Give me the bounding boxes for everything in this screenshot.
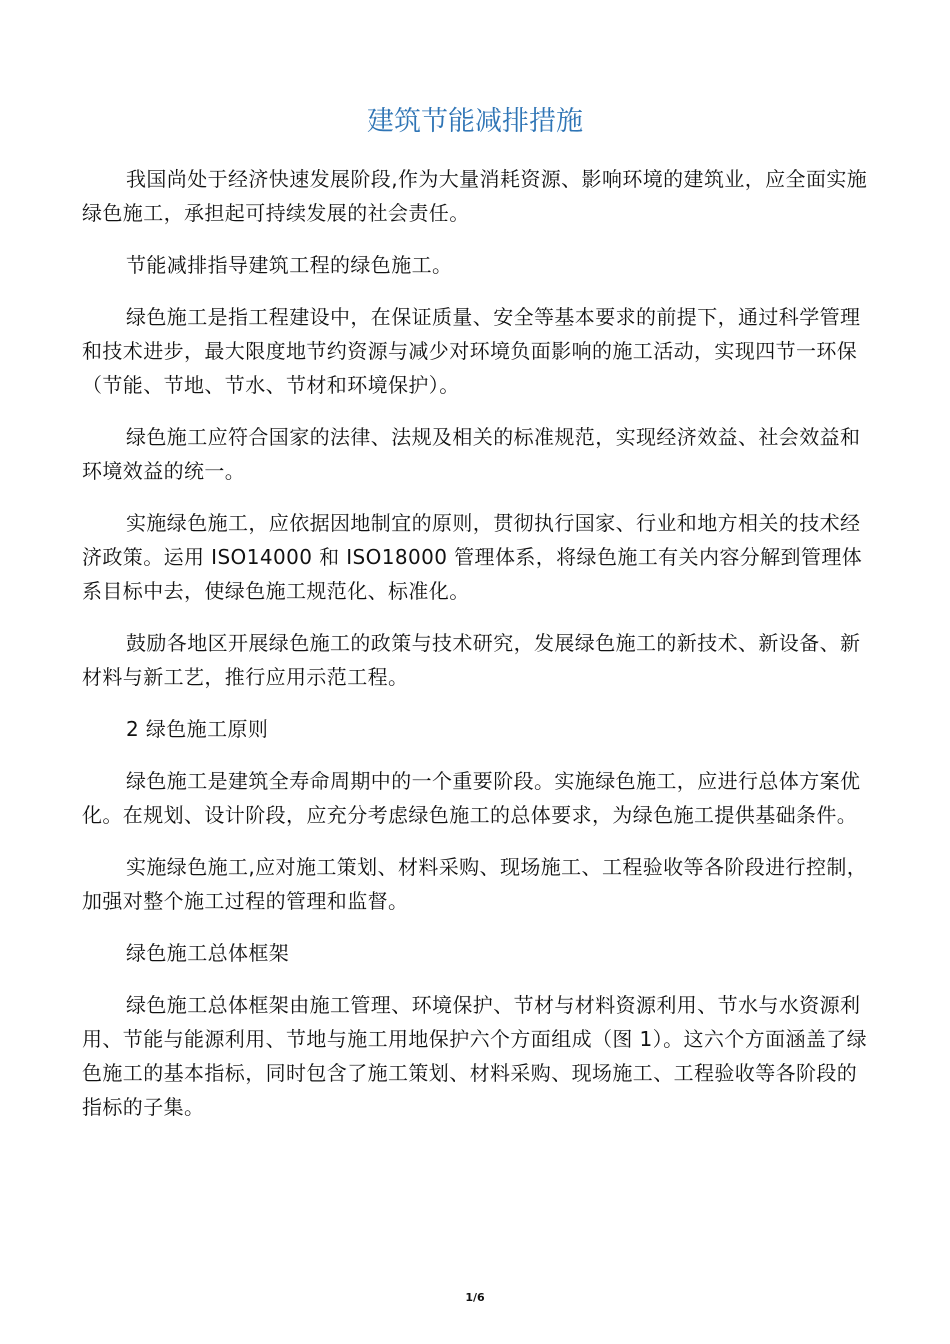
paragraph: 我国尚处于经济快速发展阶段,作为大量消耗资源、影响环境的建筑业，应全面实施绿色施工，承担起可持续发展的社会责任。 bbox=[82, 167, 868, 225]
document-title: 建筑节能减排措施 bbox=[367, 106, 583, 137]
document-body bbox=[82, 162, 874, 1142]
page-number: 1/6 bbox=[465, 1291, 485, 1304]
section-heading: 2 绿色施工原则 bbox=[126, 717, 269, 741]
paragraph: 鼓励各地区开展绿色施工的政策与技术研究，发展绿色施工的新技术、新设备、新材料与新工艺，推行应用示范工程。 bbox=[82, 631, 861, 689]
paragraph: 实施绿色施工，应依据因地制宜的原则，贯彻执行国家、行业和地方相关的技术经济政策。运用 ISO14000 和 ISO18000 管理体系，将绿色施工有关内容分解到管理体系目标中去，使绿色施工规范化、标准化。 bbox=[82, 511, 863, 603]
paragraph: 绿色施工是建筑全寿命周期中的一个重要阶段。实施绿色施工，应进行总体方案优化。在规划、设计阶段，应充分考虑绿色施工的总体要求，为绿色施工提供基础条件。 bbox=[82, 769, 861, 827]
section-heading: 绿色施工总体框架 bbox=[126, 941, 290, 965]
paragraph: 实施绿色施工,应对施工策划、材料采购、现场施工、工程验收等各阶段进行控制，加强对整个施工过程的管理和监督。 bbox=[82, 855, 868, 913]
paragraph: 绿色施工应符合国家的法律、法规及相关的标准规范，实现经济效益、社会效益和环境效益的统一。 bbox=[82, 425, 861, 483]
paragraph: 绿色施工总体框架由施工管理、环境保护、节材与材料资源利用、节水与水资源利用、节能与能源利用、节地与施工用地保护六个方面组成（图 1）。这六个方面涵盖了绿色施工的基本指标，同时包含了施工策划、材料采购、现场施工、工程验收等各阶段的指标的子集。 bbox=[82, 993, 868, 1119]
paragraph: 绿色施工是指工程建设中，在保证质量、安全等基本要求的前提下，通过科学管理和技术进步，最大限度地节约资源与减少对环境负面影响的施工活动，实现四节一环保（节能、节地、节水、节材和环境保护）。 bbox=[82, 305, 861, 397]
paragraph: 节能减排指导建筑工程的绿色施工。 bbox=[126, 253, 453, 277]
